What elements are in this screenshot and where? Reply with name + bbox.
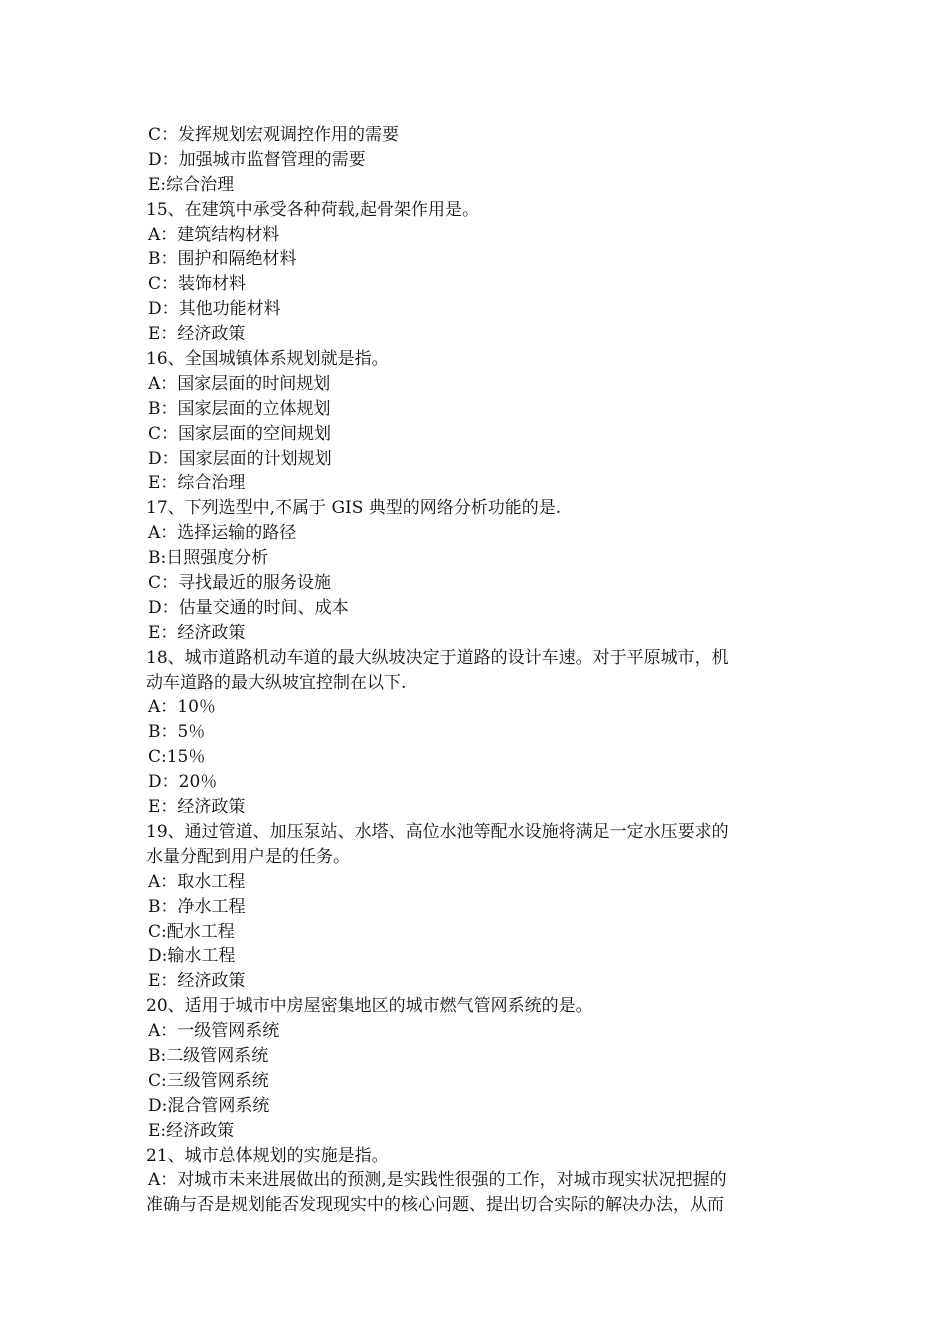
answer-option-line: A：选择运输的路径 <box>148 523 297 544</box>
answer-option-line: E：经济政策 <box>148 324 246 345</box>
answer-option-line: B：围护和隔绝材料 <box>148 249 297 270</box>
answer-option-line: C:15％ <box>148 747 206 768</box>
question-text-line: 准确与否是规划能否发现现实中的核心问题、提出切合实际的解决办法，从而 <box>146 1195 724 1216</box>
question-text-line: 19、通过管道、加压泵站、水塔、高位水池等配水设施将满足一定水压要求的 <box>146 821 729 842</box>
answer-option-line: A：建筑结构材料 <box>148 224 280 245</box>
answer-option-line: A：对城市未来进展做出的预测,是实践性很强的工作，对城市现实状况把握的 <box>148 1170 727 1191</box>
question-text-line: 动车道路的最大纵坡宜控制在以下. <box>146 672 407 693</box>
answer-option-line: E:经济政策 <box>148 1120 235 1141</box>
answer-option-line: E：经济政策 <box>148 622 246 643</box>
answer-option-line: B:日照强度分析 <box>148 548 269 569</box>
answer-option-line: B：国家层面的立体规划 <box>148 398 331 419</box>
document-body <box>146 123 808 1218</box>
answer-option-line: C：发挥规划宏观调控作用的需要 <box>148 125 400 145</box>
answer-option-line: A：一级管网系统 <box>148 1021 280 1042</box>
answer-option-line: C：装饰材料 <box>148 274 247 295</box>
answer-option-line: D：其他功能材料 <box>148 299 281 320</box>
answer-option-line: C：寻找最近的服务设施 <box>148 573 332 594</box>
question-text-line: 15、在建筑中承受各种荷载,起骨架作用是。 <box>146 199 480 220</box>
answer-option-line: A：国家层面的时间规划 <box>148 373 331 394</box>
answer-option-line: D：20％ <box>148 772 218 793</box>
question-text-line: 21、城市总体规划的实施是指。 <box>146 1145 389 1166</box>
answer-option-line: D:输水工程 <box>148 946 236 967</box>
answer-option-line: D：估量交通的时间、成本 <box>148 597 349 618</box>
question-text-line: 17、下列选型中,不属于 GIS 典型的网络分析功能的是. <box>146 498 562 519</box>
answer-option-line: D：加强城市监督管理的需要 <box>148 149 366 170</box>
answer-option-line: B:二级管网系统 <box>148 1045 269 1066</box>
answer-option-line: B：5％ <box>148 722 206 743</box>
answer-option-line: E：综合治理 <box>148 473 246 494</box>
answer-option-line: D：国家层面的计划规划 <box>148 448 332 469</box>
question-text-line: 18、城市道路机动车道的最大纵坡决定于道路的设计车速。对于平原城市，机 <box>146 647 729 668</box>
question-text-line: 16、全国城镇体系规划就是指。 <box>146 349 389 370</box>
answer-option-line: B：净水工程 <box>148 896 246 917</box>
answer-option-line: C:配水工程 <box>148 921 235 942</box>
answer-option-line: E：经济政策 <box>148 971 246 992</box>
answer-option-line: C:三级管网系统 <box>148 1070 269 1091</box>
answer-option-line: E:综合治理 <box>148 174 235 195</box>
question-text-line: 水量分配到用户是的任务。 <box>146 846 350 867</box>
question-text-line: 20、适用于城市中房屋密集地区的城市燃气管网系统的是。 <box>146 996 593 1017</box>
answer-option-line: E：经济政策 <box>148 797 246 818</box>
answer-option-line: A：10％ <box>148 697 216 718</box>
answer-option-line: C：国家层面的空间规划 <box>148 423 332 444</box>
answer-option-line: D:混合管网系统 <box>148 1095 270 1116</box>
answer-option-line: A：取水工程 <box>148 871 246 892</box>
